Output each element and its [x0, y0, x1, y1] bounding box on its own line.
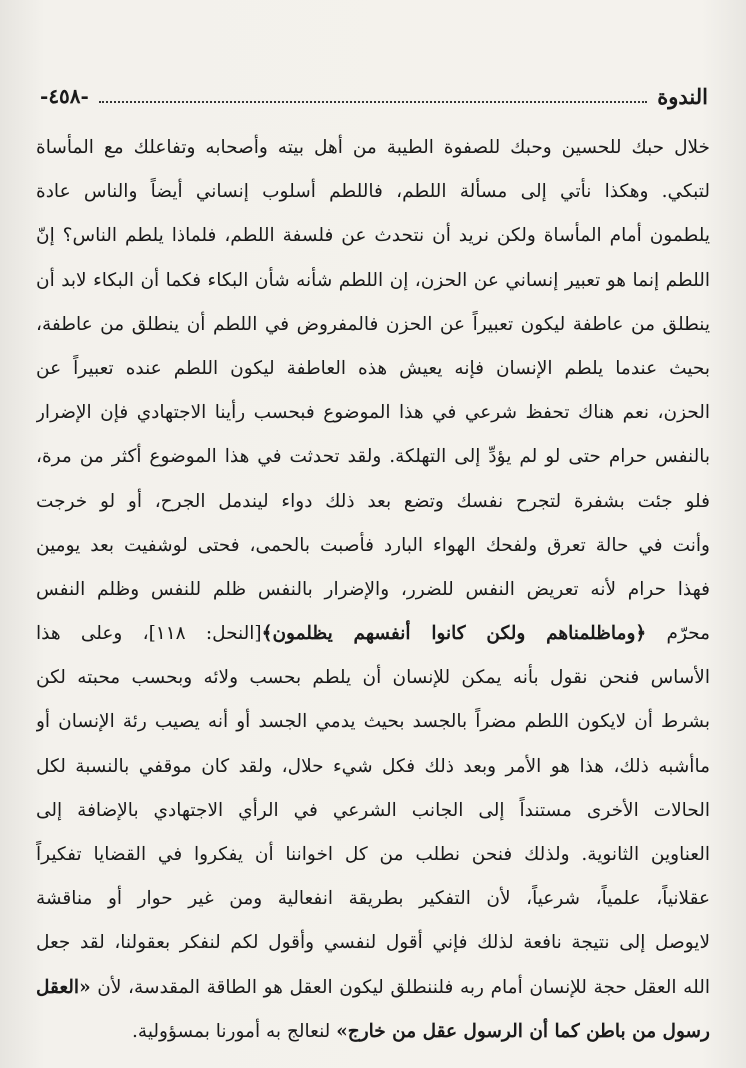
text-line: فهذا حرام لأنه تعريض النفس للضرر، والإضرار بالنفس ظلم للنفس وظلم النفس: [36, 578, 710, 600]
running-title: الندوة: [657, 83, 708, 109]
text-line: العناوين الثانوية. ولذلك فنحن نطلب من كل اخواننا أن يفكروا في القضايا تفكيراً: [36, 844, 710, 865]
text-line: الأساس فنحن نقول بأنه يمكن للإنسان أن يلطم بحسب ولائه وبحسب محبته لكن: [36, 667, 710, 689]
text-line: لتبكي. وهكذا نأتي إلى مسألة اللطم، فاللطم أسلوب إنساني أيضاً والناس عادة: [36, 181, 710, 203]
text-line: الحزن، نعم هناك تحفظ شرعي في هذا الموضوع فبحسب رأينا الاجتهادي فإن الإضرار: [36, 402, 710, 424]
text-line: خلال حبك للحسين وحبك للصفوة الطيبة من أهل بيته وأصحابه وتفاعلك مع المأساة: [36, 137, 710, 158]
page-number: -٤٥٨-: [40, 84, 89, 108]
text-line: وأنت في حالة تعرق ولفحك الهواء البارد فأصبت بالحمى، فحتى لوشفيت بعد يومين: [36, 534, 710, 556]
text-line: لايوصل إلى نتيجة نافعة لذلك فإني أقول لنفسي وأقول لكم لنفكر بعقولنا، لقد جعل: [36, 932, 710, 954]
text-line: الحالات الأخرى مستنداً إلى الجانب الشرعي في الرأي الاجتهادي بالإضافة إلى: [36, 799, 710, 821]
text-line: بالنفس حرام حتى لو لم يؤدِّ إلى التهلكة. ولقد تحدثت في هذا الموضوع أكثر من مرة،: [36, 446, 710, 468]
text-fragment: محرّم: [666, 623, 710, 645]
header-dotted-rule: [99, 101, 647, 103]
text-fragment: لنعالج به أمورنا بمسؤولية.: [132, 1020, 331, 1042]
text-line: ماأشبه ذلك، هذا هو الأمر وبعد ذلك فكل شيء حلال، ولقد كان موقفي بالنسبة لكل: [36, 755, 710, 777]
text-line-with-quote-start: [36, 966, 710, 1010]
text-line: ينطلق من عاطفة ليكون تعبيراً عن الحزن فالمفروض في اللطم أن ينطلق من عاطفة،: [36, 313, 710, 335]
text-fragment: الله العقل حجة للإنسان أمام ربه فلننطلق ليكون العقل هو الطاقة المقدسة، لأن: [97, 976, 710, 998]
text-line-with-quote-end: [36, 1010, 710, 1054]
hadith-quote-start: «العقل: [36, 976, 91, 998]
text-line: عقلانياً، علمياً، شرعياً، لأن التفكير بطريقة انفعالية ومن غير حوار أو مناقشة: [36, 888, 710, 910]
text-line-with-quran-verse: [36, 612, 710, 656]
page-header: [40, 80, 708, 112]
text-line: يلطمون أمام المأساة ولكن نريد أن نتحدث عن فلسفة اللطم، فلماذا يلطم الناس؟ إنّ: [36, 225, 710, 247]
verse-citation: [النحل: ١١٨]، وعلى هذا: [36, 623, 262, 645]
quran-verse: ﴿وماظلمناهم ولكن كانوا أنفسهم يظلمون﴾: [261, 623, 647, 645]
text-line: فلو جئت بشفرة لتجرح نفسك وتضع بعد ذلك دواء لیندمل الجرح، أو لو خرجت: [36, 490, 710, 512]
page-body: [36, 126, 710, 1054]
text-line: اللطم إنما هو تعبير إنساني عن الحزن، إن اللطم شأنه شأن البكاء فكما أن البكاء لابد أن: [36, 269, 710, 291]
hadith-quote-end: رسول من باطن كما أن الرسول عقل من خارج»: [336, 1020, 710, 1042]
text-line: بشرط أن لايكون اللطم مضراً بالجسد بحيث يدمي الجسد أو أنه يصيب رئة الإنسان أو: [36, 711, 710, 733]
text-line: بحيث عندما يلطم الإنسان فإنه يعيش هذه العاطفة ليكون اللطم عنده تعبيراً عن: [36, 357, 710, 379]
